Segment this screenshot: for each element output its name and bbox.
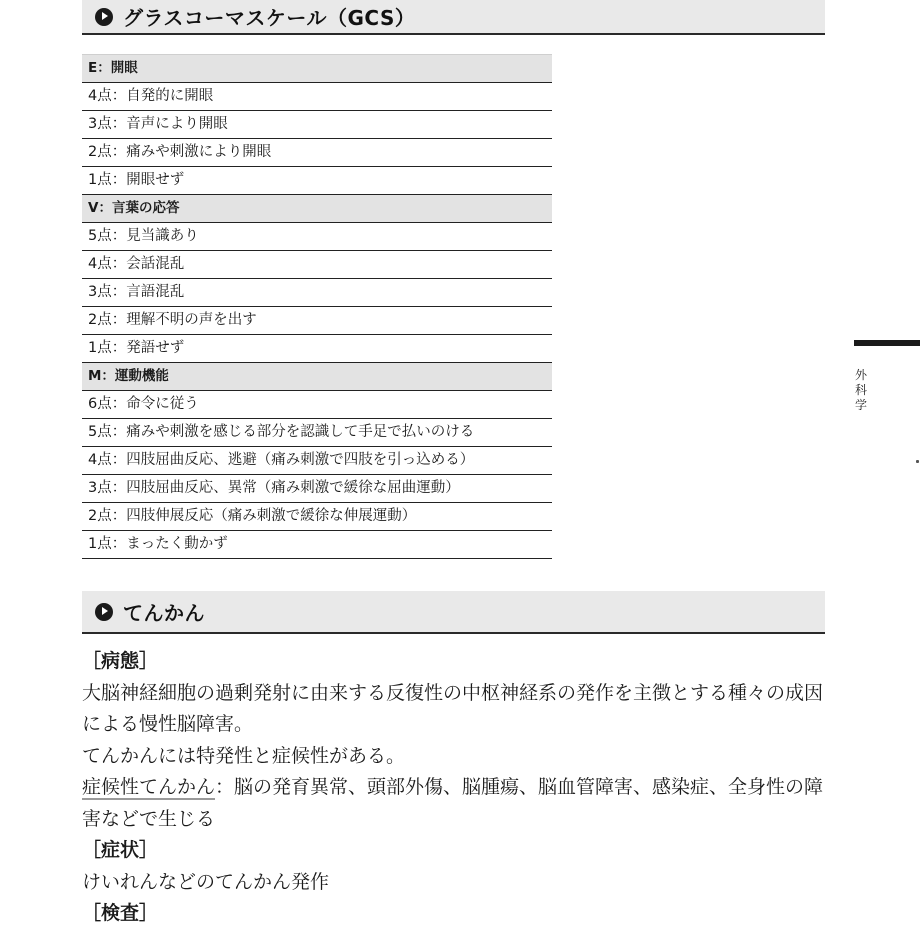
gcs-score-row [82, 447, 552, 475]
gcs-score-text: 3点：音声により開眼 [82, 111, 552, 139]
epilepsy-body [82, 646, 832, 930]
gcs-section-header [82, 0, 825, 35]
gcs-score-row [82, 531, 552, 559]
gcs-category-row [82, 363, 552, 391]
gcs-score-row [82, 83, 552, 111]
play-circle-icon [95, 8, 113, 26]
gcs-category-label: E：開眼 [82, 55, 552, 83]
margin-mark [916, 460, 919, 463]
gcs-score-text: 1点：まったく動かず [82, 531, 552, 559]
pathology-heading: ［病態］ [82, 650, 159, 672]
play-circle-icon [95, 603, 113, 621]
gcs-score-row [82, 111, 552, 139]
gcs-table [82, 54, 552, 559]
gcs-category-row [82, 55, 552, 83]
gcs-score-row [82, 419, 552, 447]
gcs-category-label: M：運動機能 [82, 363, 552, 391]
gcs-score-text: 2点：理解不明の声を出す [82, 307, 552, 335]
gcs-score-row [82, 279, 552, 307]
chapter-tab-label: 外科学 [854, 368, 867, 412]
gcs-score-row [82, 335, 552, 363]
gcs-category-row [82, 195, 552, 223]
gcs-score-row [82, 167, 552, 195]
symptomatic-term: 症候性てんかん [82, 776, 216, 798]
gcs-score-text: 6点：命令に従う [82, 391, 552, 419]
gcs-score-row [82, 307, 552, 335]
gcs-score-text: 1点：発語せず [82, 335, 552, 363]
gcs-score-text: 4点：会話混乱 [82, 251, 552, 279]
pathology-text: 大脳神経細胞の過剰発射に由来する反復性の中枢神経系の発作を主徴とする種々の成因による慢性脳障害。 [82, 681, 824, 735]
symptoms-text: けいれんなどのてんかん発作 [82, 870, 330, 893]
gcs-score-text: 3点：四肢屈曲反応、異常（痛み刺激で緩徐な屈曲運動） [82, 475, 552, 503]
symptoms-heading: ［症状］ [82, 839, 159, 861]
gcs-section-title: グラスコーマスケール（GCS） [123, 6, 416, 30]
gcs-score-text: 1点：開眼せず [82, 167, 552, 195]
types-text: てんかんには特発性と症候性がある。 [82, 744, 406, 767]
gcs-score-row [82, 223, 552, 251]
symptomatic-paragraph [82, 772, 832, 835]
gcs-score-text: 5点：痛みや刺激を感じる部分を認識して手足で払いのける [82, 419, 552, 447]
epilepsy-section-header [82, 591, 825, 634]
gcs-score-text: 4点：自発的に開眼 [82, 83, 552, 111]
gcs-score-text: 3点：言語混乱 [82, 279, 552, 307]
gcs-score-row [82, 139, 552, 167]
gcs-category-label: V：言葉の応答 [82, 195, 552, 223]
gcs-score-text: 4点：四肢屈曲反応、逃避（痛み刺激で四肢を引っ込める） [82, 447, 552, 475]
gcs-score-text: 2点：痛みや刺激により開眼 [82, 139, 552, 167]
gcs-score-row [82, 391, 552, 419]
epilepsy-section-title: てんかん [123, 601, 205, 625]
gcs-score-text: 5点：見当識あり [82, 223, 552, 251]
gcs-score-text: 2点：四肢伸展反応（痛み刺激で緩徐な伸展運動） [82, 503, 552, 531]
gcs-score-row [82, 251, 552, 279]
chapter-tab-bar [854, 340, 920, 346]
exam-heading: ［検査］ [82, 902, 159, 924]
gcs-score-row [82, 503, 552, 531]
symptomatic-text: ：脳の発育異常、頭部外傷、脳腫瘍、脳血管障害、感染症、全身性の障害などで生じる [82, 776, 824, 830]
gcs-score-row [82, 475, 552, 503]
